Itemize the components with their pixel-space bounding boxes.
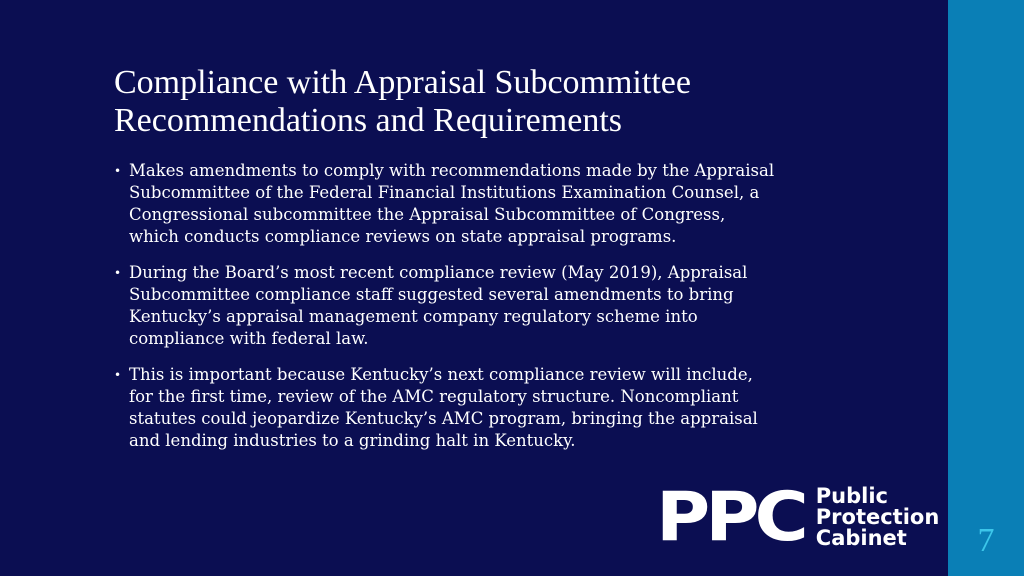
bullet-marker: • (114, 266, 122, 280)
bullet-line: During the Board’s most recent compliance review (May 2019), Appraisal (129, 263, 748, 282)
bullet-line: for the first time, review of the AMC regulatory structure. Noncompliant (129, 387, 739, 406)
bullet-line: Subcommittee of the Federal Financial Institutions Examination Counsel, a (129, 183, 760, 202)
bullet-line: statutes could jeopardize Kentucky’s AMC program, bringing the appraisal (129, 409, 758, 428)
bullet-text (129, 262, 914, 350)
bullet-line: compliance with federal law. (129, 329, 369, 348)
bullet-marker: • (114, 164, 122, 178)
logo-line: Cabinet (815, 525, 907, 550)
logo-line: Public (815, 483, 888, 508)
bullet-text (129, 364, 914, 452)
bullet-line: Subcommittee compliance staff suggested several amendments to bring (129, 285, 734, 304)
bullet-line: Makes amendments to comply with recommendations made by the Appraisal (129, 161, 775, 180)
bullet-item (114, 262, 914, 350)
slide-title-line: Compliance with Appraisal Subcommittee (114, 64, 691, 101)
slide-title-line: Recommendations and Requirements (114, 102, 622, 139)
logo-line: Protection (815, 504, 940, 529)
bullet-item (114, 160, 914, 248)
bullet-line: This is important because Kentucky’s next compliance review will include, (129, 365, 753, 384)
page-number: 7 (977, 522, 995, 559)
logo-wordmark (815, 483, 940, 550)
bullet-line: and lending industries to a grinding halt in Kentucky. (129, 431, 576, 450)
slide-title (114, 64, 934, 140)
bullet-marker: • (114, 368, 122, 382)
bullet-line: which conducts compliance reviews on state appraisal programs. (129, 227, 677, 246)
logo-mark: PPC (656, 477, 804, 557)
bullet-line: Kentucky’s appraisal management company regulatory scheme into (129, 307, 698, 326)
bullet-line: Congressional subcommittee the Appraisal Subcommittee of Congress, (129, 205, 726, 224)
ppc-logo (656, 477, 940, 557)
bullet-list (114, 160, 914, 466)
bullet-text (129, 160, 914, 248)
right-sidebar-band (948, 0, 1024, 576)
bullet-item (114, 364, 914, 452)
